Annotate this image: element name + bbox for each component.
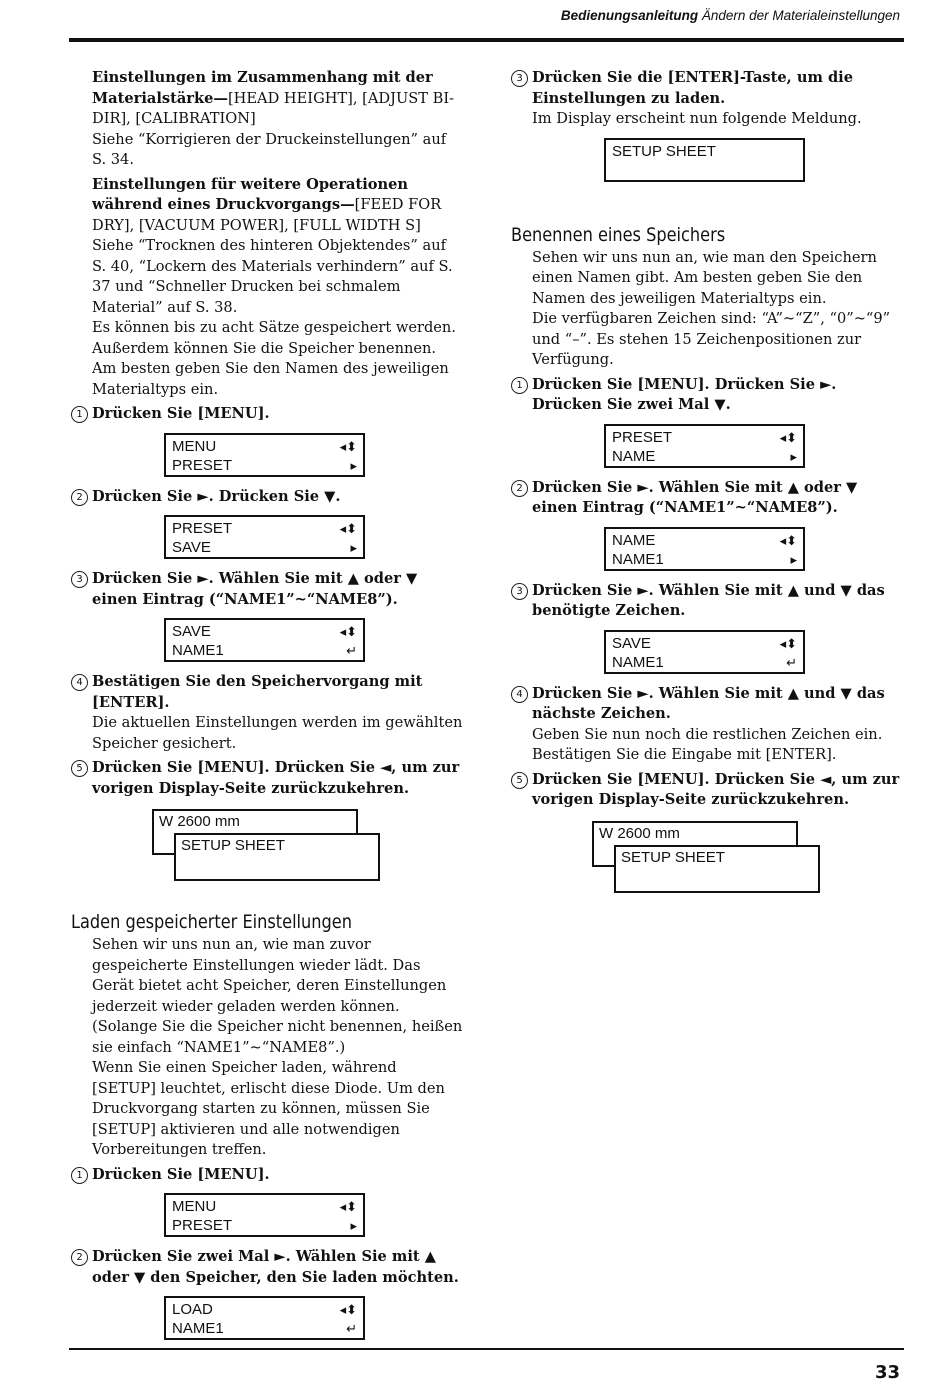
lcd-display: NAME ◂⬍ NAME1 ▸: [604, 527, 805, 571]
lcd-back-screen: W 2600 mm: [152, 809, 358, 855]
right-arrow-icon: ▸: [790, 551, 797, 567]
save-step-5: 5 Drücken Sie [MENU]. Drücken Sie ◄, um zur vorigen Display-Seite zurückzukehren.: [71, 758, 463, 799]
step-number: 2: [71, 489, 88, 506]
load-step-1: 1 Drücken Sie [MENU].: [71, 1165, 463, 1186]
load-intro: Sehen wir uns nun an, wie man zuvor gespeicherte Einstellungen wieder lädt. Das Gerät bietet acht Speicher, deren Einstellungen jederzeit wieder geladen werden können. (Solange Sie die Speicher nicht benennen, heißen sie einfach “NAME1”~“NAME8”.) Wenn Sie einen Speicher laden, während [SETUP] leuchtet, erlischt diese Diode. Um den Druckvorgang starten zu können, müssen Sie [SETUP] aktivieren und alle notwendigen Vorbereitungen treffen.: [92, 936, 463, 1158]
left-updown-arrows-icon: ◂⬍: [339, 624, 357, 639]
enter-icon: ↵: [346, 643, 357, 658]
step-number: 1: [71, 1167, 88, 1184]
step-number: 2: [71, 1249, 88, 1266]
step-number: 1: [511, 377, 528, 394]
left-updown-arrows-icon: ◂⬍: [339, 1199, 357, 1214]
save-step-1: 1 Drücken Sie [MENU].: [71, 404, 463, 425]
lcd-display: PRESET ◂⬍ NAME ▸: [604, 424, 805, 468]
step-number: 2: [511, 480, 528, 497]
lcd-display: LOAD ◂⬍ NAME1 ↵: [164, 1296, 365, 1340]
left-updown-arrows-icon: ◂⬍: [339, 438, 357, 454]
left-updown-arrows-icon: ◂⬍: [339, 521, 357, 536]
enter-icon: ↵: [786, 654, 797, 670]
right-column: [511, 68, 903, 913]
step-number: 5: [71, 760, 88, 777]
save-step-4: 4 Bestätigen Sie den Speichervorgang mit [ENTER]. Die aktuellen Einstellungen werden im gewählten Speicher gesichert.: [71, 672, 463, 754]
enter-icon: ↵: [346, 1321, 357, 1336]
save-step-3: 3 Drücken Sie ►. Wählen Sie mit ▲ oder ▼ einen Eintrag (“NAME1”~“NAME8”).: [71, 569, 463, 610]
intro-para-4: Siehe “Trocknen des hinteren Objektendes” auf S. 40, “Lockern des Materials verhindern” auf S. 37 und “Schneller Drucken bei schmalem Material” auf S. 38.: [92, 237, 453, 316]
lcd-front-screen: SETUP SHEET: [174, 833, 380, 881]
lcd-display: SAVE ◂⬍ NAME1 ↵: [604, 630, 805, 674]
name-step-5: 5 Drücken Sie [MENU]. Drücken Sie ◄, um zur vorigen Display-Seite zurückzukehren.: [511, 770, 903, 811]
step-number: 5: [511, 772, 528, 789]
naming-intro: Sehen wir uns nun an, wie man den Speichern einen Namen gibt. Am besten geben Sie den Namen des jeweiligen Materialtyps ein. Die verfügbaren Zeichen sind: “A”~“Z”, “0”~“9” und “–”. Es stehen 15 Zeichenpositionen zur Verfügung.: [532, 248, 891, 368]
lcd-display: PRESET ◂⬍ SAVE ▸: [164, 515, 365, 559]
right-arrow-icon: ▸: [350, 457, 357, 473]
name-step-4: 4 Drücken Sie ►. Wählen Sie mit ▲ und ▼ das nächste Zeichen. Geben Sie nun noch die restlichen Zeichen ein. Bestätigen Sie die Eingabe mit [ENTER].: [511, 684, 903, 766]
running-header: [561, 8, 900, 23]
intro-block: [92, 68, 463, 400]
header-chapter-title: Ändern der Materialeinstellungen: [698, 8, 900, 23]
left-column: [71, 68, 463, 1350]
intro-para-3: Einstellungen für weitere Operationen während eines Druckvorgangs—[FEED FOR DRY], [VACUUM POWER], [FULL WIDTH S]: [92, 175, 442, 234]
page-number: 33: [874, 1362, 900, 1383]
stacked-display: [592, 821, 832, 899]
footer-rule: [69, 1348, 904, 1350]
lcd-display: SETUP SHEET: [604, 138, 805, 182]
step-number: 3: [71, 571, 88, 588]
left-updown-arrows-icon: ◂⬍: [779, 532, 797, 548]
step-number: 3: [511, 583, 528, 600]
right-arrow-icon: ▸: [790, 448, 797, 464]
lcd-back-screen: W 2600 mm: [592, 821, 798, 867]
header-manual-title: Bedienungsanleitung: [560, 8, 699, 23]
lcd-display: MENU ◂⬍ PRESET ▸: [164, 433, 365, 477]
save-step-2: 2 Drücken Sie ►. Drücken Sie ▼.: [71, 487, 463, 508]
step-number: 4: [511, 686, 528, 703]
lcd-front-screen: SETUP SHEET: [614, 845, 820, 893]
step-number: 4: [71, 674, 88, 691]
intro-para-1: Einstellungen im Zusammenhang mit der Materialstärke—[HEAD HEIGHT], [ADJUST BI-DIR], [CALIBRATION]: [92, 69, 455, 127]
right-arrow-icon: ▸: [350, 1218, 357, 1233]
intro-para-2: Siehe “Korrigieren der Druckeinstellungen” auf S. 34.: [92, 130, 447, 168]
stacked-display: [152, 809, 392, 887]
left-updown-arrows-icon: ◂⬍: [779, 635, 797, 651]
left-updown-arrows-icon: ◂⬍: [339, 1302, 357, 1317]
step-number: 3: [511, 70, 528, 87]
name-step-1: 1 Drücken Sie [MENU]. Drücken Sie ►. Drücken Sie zwei Mal ▼.: [511, 375, 903, 416]
lcd-display: MENU ◂⬍ PRESET ▸: [164, 1193, 365, 1237]
section-heading-load: Laden gespeicherter Einstellungen: [71, 911, 352, 933]
left-updown-arrows-icon: ◂⬍: [779, 429, 797, 445]
right-arrow-icon: ▸: [350, 540, 357, 555]
name-step-2: 2 Drücken Sie ►. Wählen Sie mit ▲ oder ▼ einen Eintrag (“NAME1”~“NAME8”).: [511, 478, 903, 519]
header-rule: [69, 38, 904, 42]
lcd-display: SAVE ◂⬍ NAME1 ↵: [164, 618, 365, 662]
load-step-2: 2 Drücken Sie zwei Mal ►. Wählen Sie mit ▲ oder ▼ den Speicher, den Sie laden möchten.: [71, 1247, 463, 1288]
intro-para-5: Es können bis zu acht Sätze gespeichert werden. Außerdem können Sie die Speicher benennen. Am besten geben Sie den Namen des jeweiligen Materialtyps ein.: [92, 319, 456, 398]
section-heading-naming: Benennen eines Speichers: [511, 223, 726, 246]
load-step-3: 3 Drücken Sie die [ENTER]-Taste, um die Einstellungen zu laden. Im Display erscheint nun folgende Meldung.: [511, 68, 903, 130]
name-step-3: 3 Drücken Sie ►. Wählen Sie mit ▲ und ▼ das benötigte Zeichen.: [511, 581, 903, 622]
step-number: 1: [71, 406, 88, 423]
